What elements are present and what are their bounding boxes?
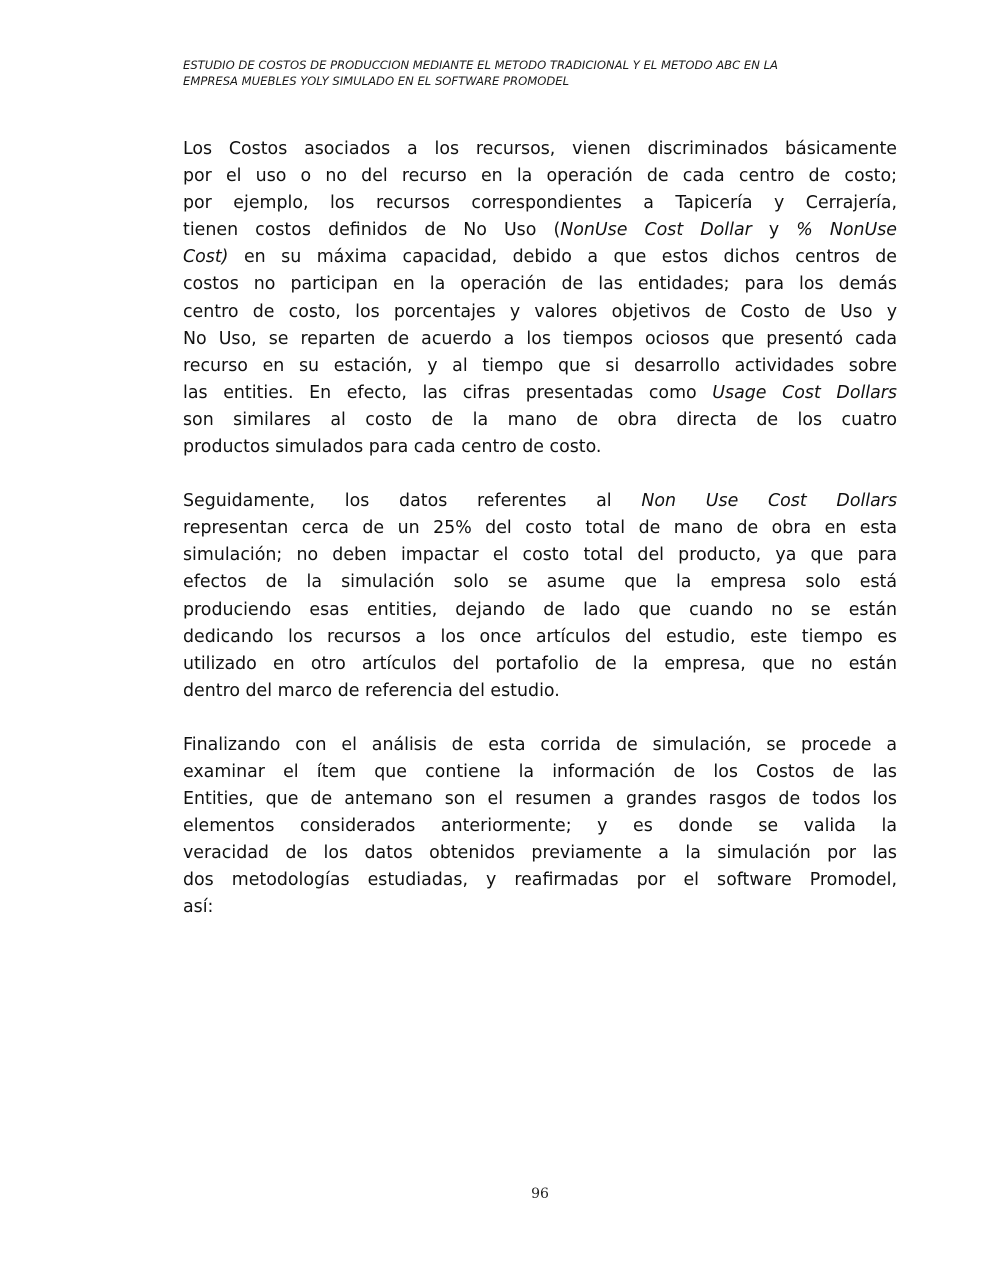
text-run: produciendo esas entities, dejando de lado que cuando no se están xyxy=(183,599,897,620)
text-line xyxy=(183,813,897,840)
text-line xyxy=(183,326,897,353)
paragraph xyxy=(183,136,897,461)
text-run: por ejemplo, los recursos correspondientes a Tapicería y Cerrajería, xyxy=(183,193,897,214)
text-run: utilizado en otro artículos del portafolio de la empresa, que no están xyxy=(183,653,897,674)
italic-term: Usage Cost Dollars xyxy=(712,382,897,403)
running-header-line-1: ESTUDIO DE COSTOS DE PRODUCCION MEDIANTE EL METODO TRADICIONAL Y EL METODO ABC EN LA xyxy=(183,58,778,72)
running-header-line-2: EMPRESA MUEBLES YOLY SIMULADO EN EL SOFTWARE PROMODEL xyxy=(183,74,570,88)
italic-term: NonUse Cost Dollar xyxy=(560,220,752,241)
text-line xyxy=(183,244,897,271)
text-line xyxy=(183,488,897,515)
text-run: representan cerca de un 25% del costo total de mano de obra en esta xyxy=(183,518,897,539)
text-run: así: xyxy=(183,897,214,918)
text-line xyxy=(183,678,897,705)
text-line xyxy=(183,867,897,894)
text-run: tienen costos definidos de No Uso ( xyxy=(183,220,561,241)
text-line xyxy=(183,597,897,624)
text-run: Finalizando con el análisis de esta corrida de simulación, se procede a xyxy=(183,734,897,755)
text-run: elementos considerados anteriormente; y es donde se valida la xyxy=(183,816,897,837)
text-line xyxy=(183,732,897,759)
text-line xyxy=(183,624,897,651)
text-run: centro de costo, los porcentajes y valores objetivos de Costo de Uso y xyxy=(183,301,897,322)
page-number: 96 xyxy=(531,1186,549,1202)
body-text xyxy=(183,136,897,949)
text-line xyxy=(183,353,897,380)
text-run: son similares al costo de la mano de obra directa de los cuatro xyxy=(183,409,897,430)
paragraph xyxy=(183,488,897,705)
text-line xyxy=(183,190,897,217)
italic-term: Non Use Cost Dollars xyxy=(641,491,897,512)
text-run: No Uso, se reparten de acuerdo a los tiempos ociosos que presentó cada xyxy=(183,328,897,349)
text-run: dedicando los recursos a los once artículos del estudio, este tiempo es xyxy=(183,626,897,647)
text-run: costos no participan en la operación de las entidades; para los demás xyxy=(183,274,897,295)
text-run: recurso en su estación, y al tiempo que si desarrollo actividades sobre xyxy=(183,355,897,376)
text-run: Seguidamente, los datos referentes al xyxy=(183,491,642,512)
italic-term: Cost) xyxy=(183,247,229,268)
text-line xyxy=(183,163,897,190)
text-line xyxy=(183,136,897,163)
text-run: en su máxima capacidad, debido a que estos dichos centros de xyxy=(228,247,897,268)
text-line xyxy=(183,299,897,326)
paragraph xyxy=(183,732,897,922)
text-run: las entities. En efecto, las cifras presentadas como xyxy=(183,382,713,403)
running-header xyxy=(183,57,903,89)
text-run: Entities, que de antemano son el resumen a grandes rasgos de todos los xyxy=(183,789,897,810)
text-line xyxy=(183,515,897,542)
text-run: examinar el ítem que contiene la información de los Costos de las xyxy=(183,761,897,782)
text-line xyxy=(183,380,897,407)
italic-term: % NonUse xyxy=(796,220,897,241)
text-line xyxy=(183,651,897,678)
text-line xyxy=(183,407,897,434)
text-run: efectos de la simulación solo se asume que la empresa solo está xyxy=(183,572,897,593)
text-line xyxy=(183,217,897,244)
text-run: simulación; no deben impactar el costo total del producto, ya que para xyxy=(183,545,897,566)
text-line xyxy=(183,894,897,921)
text-run: productos simulados para cada centro de costo. xyxy=(183,437,602,458)
text-line xyxy=(183,434,897,461)
text-run: veracidad de los datos obtenidos previamente a la simulación por las xyxy=(183,843,897,864)
text-run: Los Costos asociados a los recursos, vienen discriminados básicamente xyxy=(183,139,897,159)
text-run: por el uso o no del recurso en la operación de cada centro de costo; xyxy=(183,166,897,187)
text-line xyxy=(183,759,897,786)
text-line xyxy=(183,271,897,298)
text-line xyxy=(183,542,897,569)
text-run: dentro del marco de referencia del estudio. xyxy=(183,680,560,701)
text-line xyxy=(183,840,897,867)
text-run: y xyxy=(751,220,797,241)
text-line xyxy=(183,786,897,813)
text-run: dos metodologías estudiadas, y reafirmadas por el software Promodel, xyxy=(183,870,897,891)
text-line xyxy=(183,569,897,596)
